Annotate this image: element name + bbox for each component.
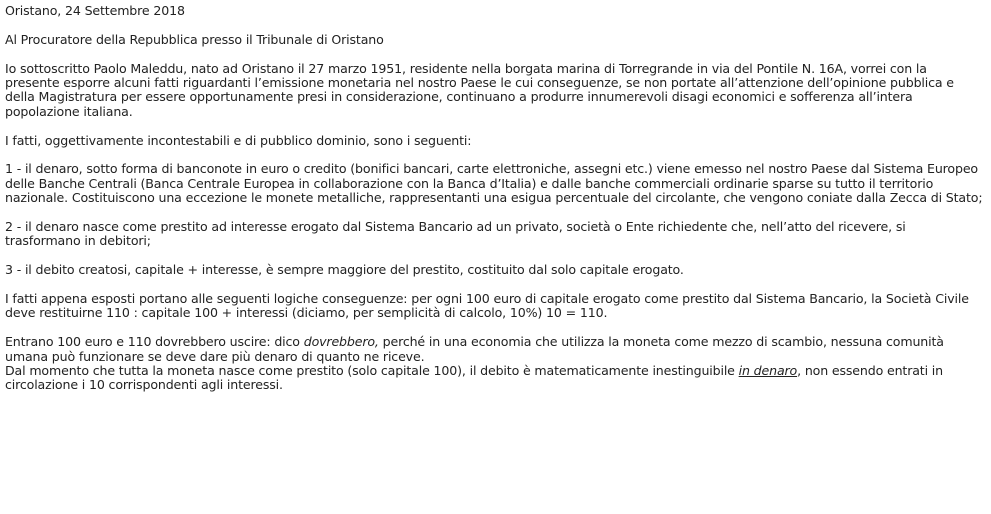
entry-text-before: Entrano 100 euro e 110 dovrebbero uscire: dico xyxy=(5,334,304,350)
recipient-line: Al Procuratore della Repubblica presso il Tribunale di Oristano xyxy=(5,31,384,47)
final-text-after: , non essendo entrati in circolazione i 10 corrispondenti agli interessi. xyxy=(5,363,943,393)
point-1: 1 - il denaro, sotto forma di banconote in euro o credito (bonifici bancari, carte elettroniche, assegni etc.) viene emesso nel nostro Paese dal Sistema Europeo delle Banche Centrali (Banca Centrale Europea in collaborazione con la Banca d’Italia) e dalle banche commerciali ordinarie sparse su tutto il territorio nazionale. Costituiscono una eccezione le monete metalliche, rappresentanti una esigua percentuale del circolante, che vengono coniate dalla Zecca di Stato; xyxy=(5,161,983,206)
entry-paragraph xyxy=(5,335,983,364)
final-text-before: Dal momento che tutta la moneta nasce come prestito (solo capitale 100), il debito è matematicamente inestinguibile xyxy=(5,363,739,379)
point-3: 3 - il debito creatosi, capitale + interesse, è sempre maggiore del prestito, costituito dal solo capitale erogato. xyxy=(5,262,684,278)
point-2: 2 - il denaro nasce come prestito ad interesse erogato dal Sistema Bancario ad un privato, società o Ente richiedente che, nell’atto del ricevere, si trasformano in debitori; xyxy=(5,219,906,249)
final-paragraph xyxy=(5,364,983,393)
intro-paragraph: Io sottoscritto Paolo Maleddu, nato ad Oristano il 27 marzo 1951, residente nella borgata marina di Torregrande in via del Pontile N. 16A, vorrei con la presente esporre alcuni fatti riguardanti l’emissione monetaria nel nostro Paese le cui conseguenze, se non portate all’attenzione dell’opinione pubblica e della Magistratura per essere opportunamente presi in considerazione, continuano a produrre innumerevoli disagi economici e sofferenza all’intera popolazione italiana. xyxy=(5,60,954,119)
final-emphasis: in denaro xyxy=(738,363,798,379)
entry-text-after: perché in una economia che utilizza la moneta come mezzo di scambio, nessuna comunità umana può funzionare se deve dare più denaro di quanto ne riceve. xyxy=(5,334,944,364)
consequences-paragraph: I fatti appena esposti portano alle seguenti logiche conseguenze: per ogni 100 euro di capitale erogato come prestito dal Sistema Bancario, la Società Civile deve restituirne 110 : capitale 100 + interessi (diciamo, per semplicità di calcolo, 10%) 10 = 110. xyxy=(5,291,969,321)
date-line: Oristano, 24 Settembre 2018 xyxy=(5,3,185,18)
facts-heading: I fatti, oggettivamente incontestabili e di pubblico dominio, sono i seguenti: xyxy=(5,132,472,148)
entry-emphasis: dovrebbero, xyxy=(303,334,379,350)
